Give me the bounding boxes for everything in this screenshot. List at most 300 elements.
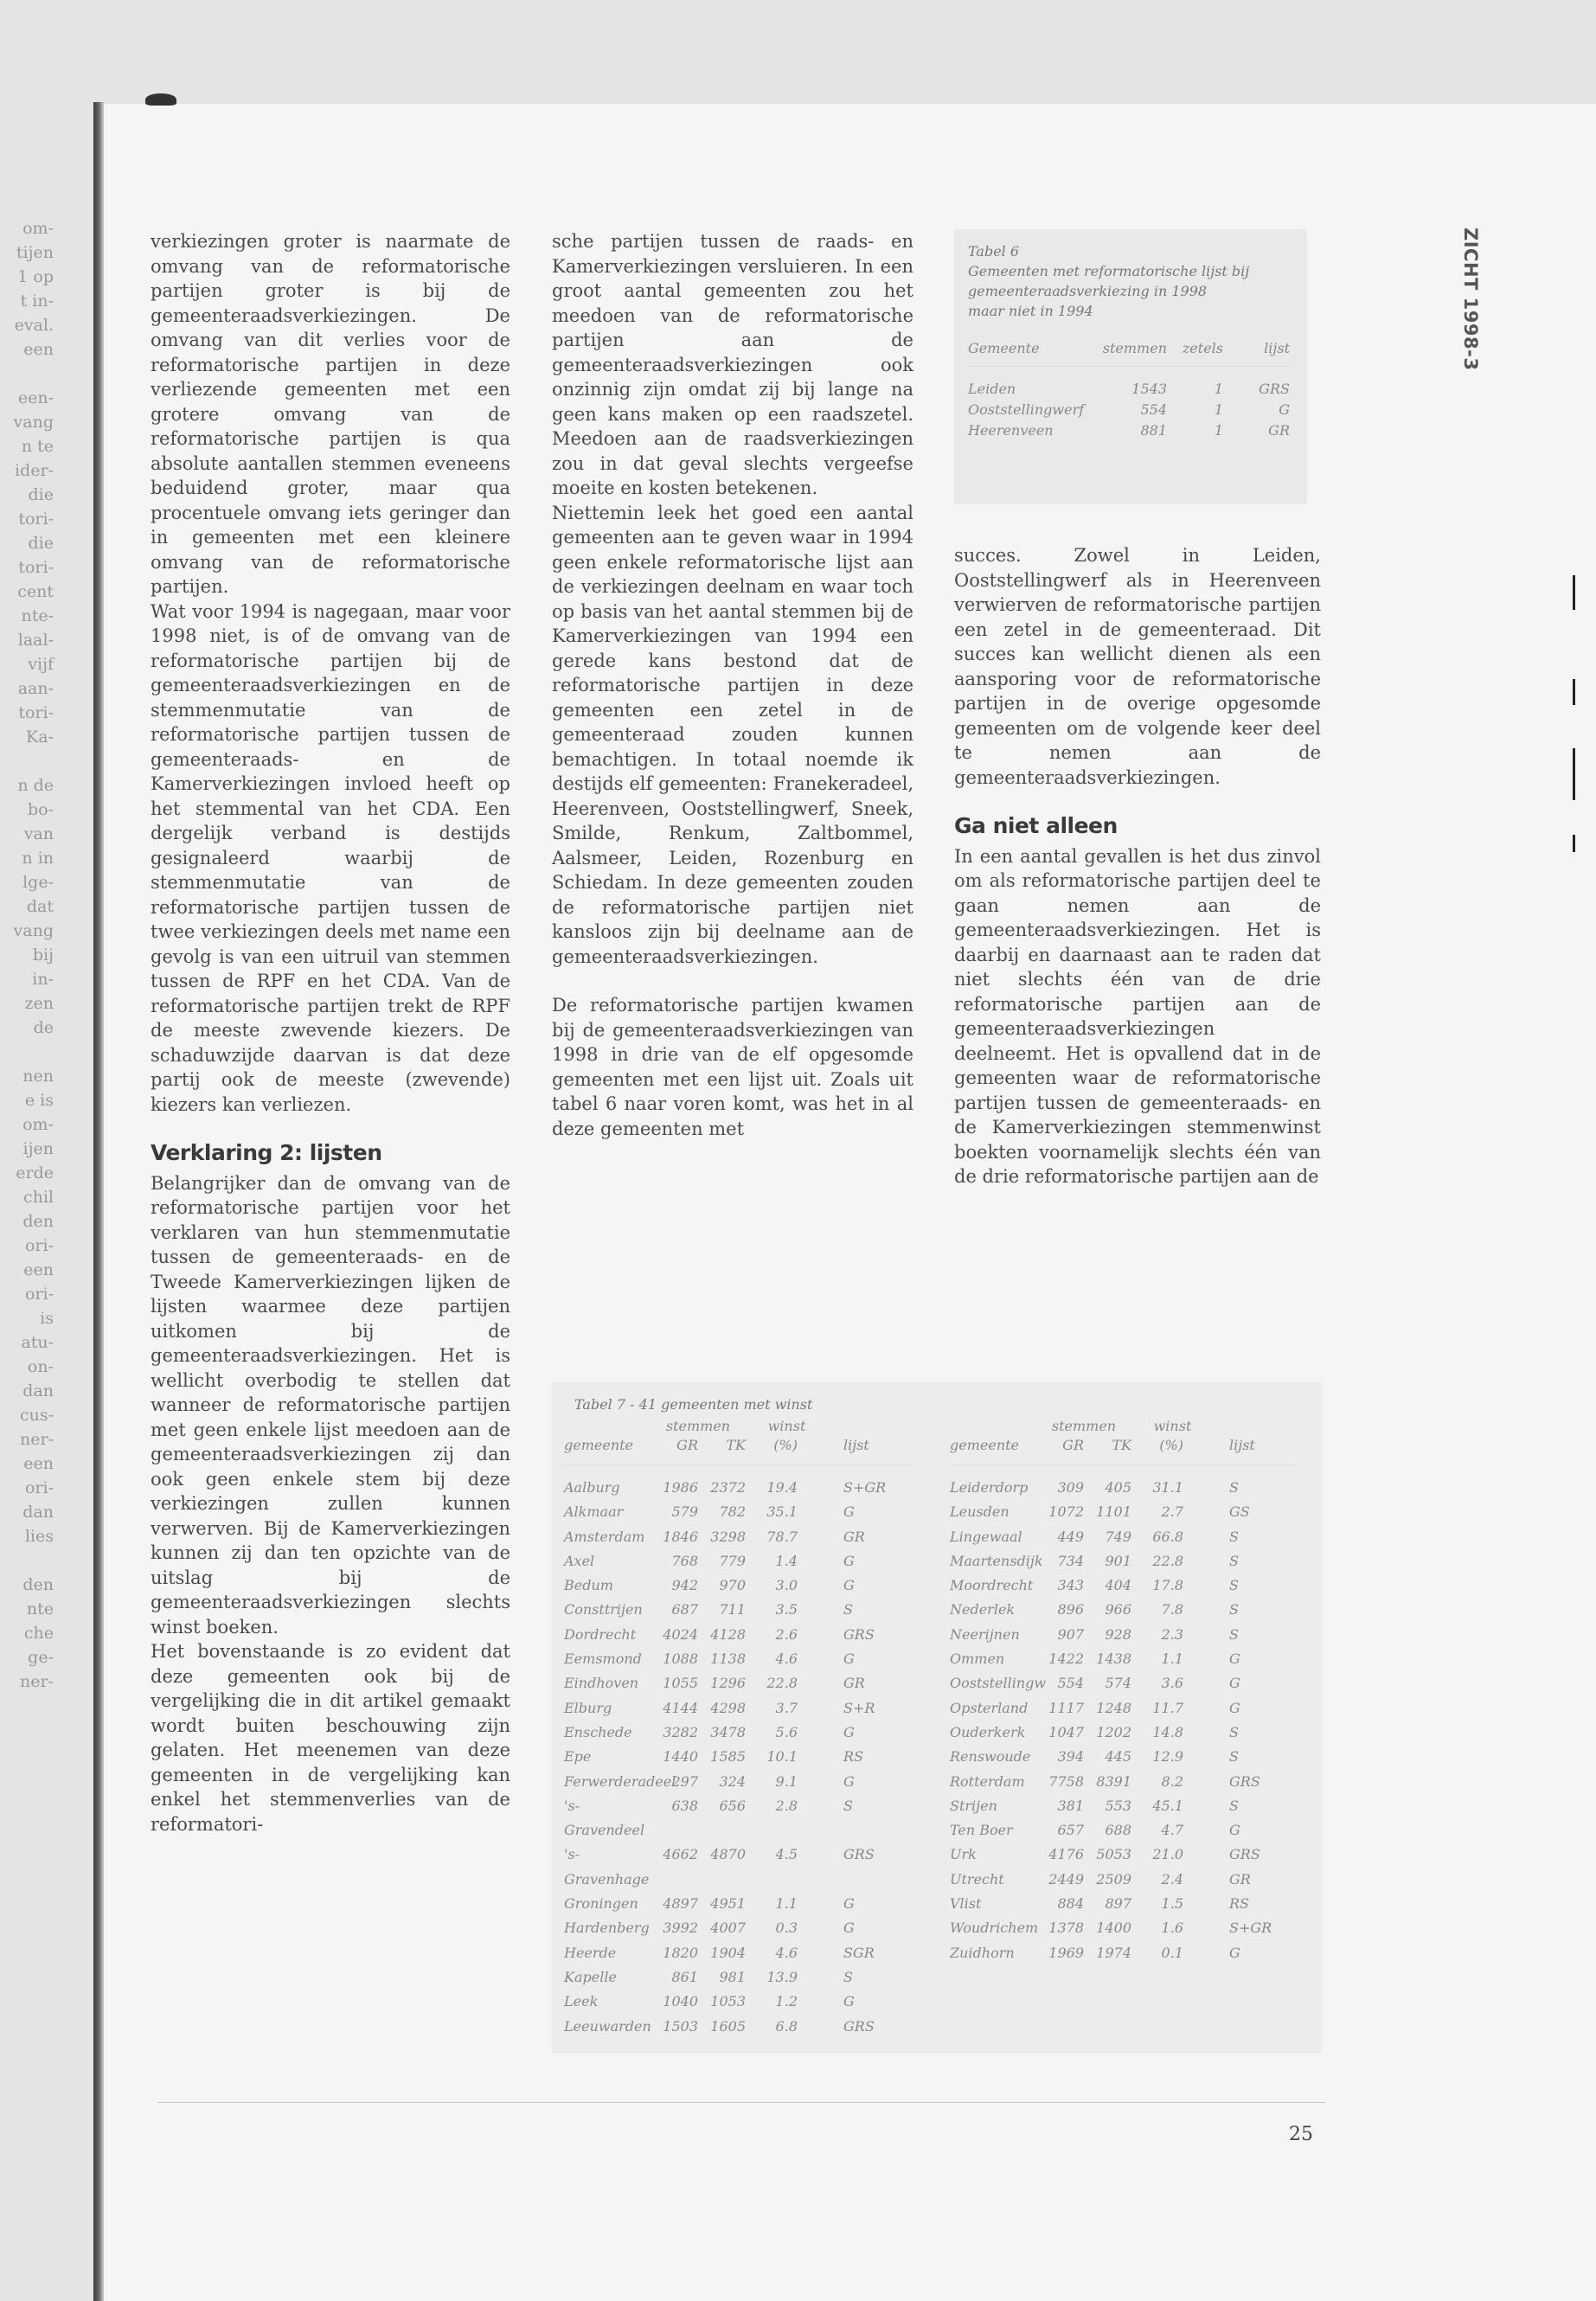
table-cell: Opsterland xyxy=(950,1699,1029,1716)
table-cell: G xyxy=(843,1920,855,1937)
book-spine xyxy=(93,102,104,2301)
margin-fragment: dan xyxy=(22,1381,54,1400)
table-cell: Nederlek xyxy=(950,1601,1016,1618)
table-cell: Lingewaal xyxy=(950,1528,1022,1545)
spacer xyxy=(798,1598,828,1622)
column-header: stemmen xyxy=(1102,340,1167,356)
table-cell: 1422 xyxy=(1048,1650,1084,1668)
table-row xyxy=(968,400,1293,420)
table-cell: 942 xyxy=(671,1577,698,1594)
column-group-row xyxy=(950,1418,1299,1435)
spacer xyxy=(1183,1721,1214,1745)
table-cell: 4.7 xyxy=(1161,1822,1183,1839)
table-row xyxy=(968,420,1293,441)
margin-fragment: e is xyxy=(24,1091,54,1110)
table-cell: Ouderkerk xyxy=(950,1723,1026,1740)
margin-fragment: nte- xyxy=(21,606,54,625)
margin-fragment: lge- xyxy=(22,873,54,892)
spacer xyxy=(798,1525,828,1549)
margin-fragment xyxy=(0,749,54,773)
margin-fragment xyxy=(0,1548,54,1573)
table-cell: 3478 xyxy=(710,1723,746,1740)
table-cell: G xyxy=(1229,1944,1240,1961)
table-cell: 4870 xyxy=(710,1846,746,1863)
table-cell: Vlist xyxy=(950,1895,982,1913)
table-cell: Ooststellingwerf xyxy=(968,401,1085,418)
margin-fragment: che xyxy=(23,1624,54,1643)
table-cell: Ferwerderadeel xyxy=(564,1772,676,1790)
spacer xyxy=(1183,1818,1214,1843)
table-row xyxy=(564,1525,913,1549)
table-cell: 11.7 xyxy=(1152,1699,1183,1716)
column-header: zetels xyxy=(1182,340,1223,356)
spacer xyxy=(1183,1574,1214,1598)
table-cell: 4024 xyxy=(663,1625,698,1643)
table-cell: 445 xyxy=(1105,1748,1131,1766)
table-row xyxy=(564,1892,913,1916)
table-row xyxy=(950,1500,1299,1524)
table-header-row xyxy=(968,338,1293,367)
table-cell: 7758 xyxy=(1048,1772,1084,1790)
table-cell: GRS xyxy=(843,1625,875,1643)
table-cell: 10.1 xyxy=(766,1748,798,1766)
spacer xyxy=(798,1941,828,1965)
table-cell: 4662 xyxy=(663,1846,698,1863)
table-cell: 8.2 xyxy=(1161,1772,1183,1790)
table-body xyxy=(564,1476,913,2039)
table-cell: 768 xyxy=(671,1552,698,1569)
spacer xyxy=(798,1500,828,1524)
margin-fragment: 1 op xyxy=(17,267,54,286)
table-cell: 1138 xyxy=(710,1650,746,1668)
table-row xyxy=(950,1598,1299,1622)
margin-fragment: lies xyxy=(24,1527,54,1546)
column-group-row xyxy=(564,1418,913,1435)
table-cell: G xyxy=(843,1895,855,1913)
table-cell: Amsterdam xyxy=(564,1528,645,1545)
spacer xyxy=(798,1990,828,2014)
table-cell: 688 xyxy=(1105,1822,1131,1839)
table-cell: 1438 xyxy=(1096,1650,1131,1668)
table-cell: 1053 xyxy=(710,1993,746,2010)
table-cell: 4128 xyxy=(710,1625,746,1643)
table-cell: 1543 xyxy=(1131,381,1167,397)
spacer xyxy=(798,1892,828,1916)
section-heading: Ga niet alleen xyxy=(954,813,1118,838)
table-cell: 's-Gravenhage xyxy=(564,1846,650,1888)
margin-fragment: de xyxy=(33,1018,54,1037)
table-cell: 981 xyxy=(719,1968,746,1985)
table-body xyxy=(950,1476,1299,1965)
table-row xyxy=(950,1549,1299,1574)
table-cell: G xyxy=(843,1993,855,2010)
table-cell: Leeuwarden xyxy=(564,2017,651,2035)
table-cell: GR xyxy=(843,1675,865,1692)
table-cell: 638 xyxy=(671,1797,698,1814)
table-cell: GRS xyxy=(843,2017,875,2035)
margin-fragment: die xyxy=(28,485,54,504)
margin-fragment: om- xyxy=(22,1115,54,1134)
table-cell: 4951 xyxy=(710,1895,746,1913)
table-cell: Consttrijen xyxy=(564,1601,643,1618)
margin-fragment: den xyxy=(22,1575,54,1594)
table-6 xyxy=(954,229,1307,504)
table-row xyxy=(564,1647,913,1671)
margin-fragment xyxy=(0,362,54,386)
table-row xyxy=(950,1916,1299,1940)
table-cell: S+GR xyxy=(1229,1920,1272,1937)
table-cell: 2449 xyxy=(1048,1870,1084,1888)
table-row xyxy=(564,1721,913,1745)
margin-fragment: tori- xyxy=(18,510,54,529)
paragraph: Wat voor 1994 is nagegaan, maar voor 1998 niet, is of de omvang van de reformatorische partijen bij de gemeenteraadsverkiezingen en de stemmenmutatie van de reformatorische partijen tussen de gemeenteraads- en de Kamerverkiezingen invloed heeft op het stemmental van het CDA. Een dergelijk verband is destijds gesignaleerd waarbij de stemmenmutatie van de reformatorische partijen tussen de twee verkiezingen deels met name een gevolg is van een uitruil van stemmen tussen de RPF en het CDA. Van de reformatorische partijen trekt de RPF de meeste zwevende kiezers. De schaduwzijde daarvan is dat deze partij ook de meeste (zwevende) kiezers kan verliezen. xyxy=(151,600,510,1115)
page-number: 25 xyxy=(1289,2124,1313,2145)
table-cell: 5053 xyxy=(1096,1846,1131,1863)
text-column-2 xyxy=(552,229,913,1141)
table-cell: 2.3 xyxy=(1161,1625,1183,1643)
spacer xyxy=(1183,1500,1214,1524)
table-cell: GRS xyxy=(843,1846,875,1863)
table-cell: Rotterdam xyxy=(950,1772,1025,1790)
table-cell: 897 xyxy=(1105,1895,1131,1913)
page-edge-marks xyxy=(1573,575,1576,852)
table-cell: 779 xyxy=(719,1552,746,1569)
column-header: GR xyxy=(676,1437,698,1453)
margin-fragment: ori- xyxy=(24,1478,54,1497)
table-cell: 1.1 xyxy=(1161,1650,1183,1668)
table-cell: 2.6 xyxy=(775,1625,798,1643)
table-cell: 0.3 xyxy=(775,1920,798,1937)
spacer xyxy=(1183,1476,1214,1500)
paragraph: De reformatorische partijen kwamen bij de gemeenteraadsverkiezingen van 1998 in drie van de elf opgesomde gemeenten met een lijst uit. Zoals uit tabel 6 naar voren komt, was het in al deze gemeenten met xyxy=(552,995,913,1139)
table-cell: 1503 xyxy=(663,2017,698,2035)
table-cell: 's-Gravendeel xyxy=(564,1797,645,1839)
table-row xyxy=(950,1770,1299,1794)
table-row xyxy=(564,1549,913,1574)
margin-fragment: Ka- xyxy=(26,727,54,747)
table-cell: 657 xyxy=(1057,1822,1084,1839)
table-cell: 907 xyxy=(1057,1625,1084,1643)
table-cell: 21.0 xyxy=(1152,1846,1183,1863)
table-cell: S xyxy=(1229,1748,1239,1766)
table-cell: 45.1 xyxy=(1152,1797,1183,1814)
spacer xyxy=(1183,1941,1214,1965)
table-row xyxy=(564,1916,913,1940)
table-cell: 896 xyxy=(1057,1601,1084,1618)
margin-fragment: n te xyxy=(21,437,54,456)
table-cell: 343 xyxy=(1057,1577,1084,1594)
margin-fragment: van xyxy=(23,824,54,843)
table-cell: G xyxy=(843,1577,855,1594)
table-row xyxy=(950,1941,1299,1965)
table-cell: Utrecht xyxy=(950,1870,1004,1888)
margin-fragment: nte xyxy=(26,1599,54,1618)
margin-fragment: n de xyxy=(17,776,54,795)
table-row xyxy=(950,1892,1299,1916)
table-row xyxy=(564,1843,913,1892)
table-cell: 3282 xyxy=(663,1723,698,1740)
margin-fragment: vang xyxy=(13,921,54,940)
table-cell: 1.6 xyxy=(1161,1920,1183,1937)
table-cell: 1088 xyxy=(663,1650,698,1668)
table-cell: 35.1 xyxy=(766,1503,798,1521)
margin-fragment: ijen xyxy=(22,1139,54,1158)
table-cell: 554 xyxy=(1140,401,1167,418)
table-cell: Dordrecht xyxy=(564,1625,637,1643)
table-cell: 4.6 xyxy=(775,1650,798,1668)
table-cell: 66.8 xyxy=(1152,1528,1183,1545)
table-cell: Eemsmond xyxy=(564,1650,642,1668)
table-cell: 4.6 xyxy=(775,1944,798,1961)
table-cell: 1.4 xyxy=(775,1552,798,1569)
table-cell: Axel xyxy=(564,1552,595,1569)
table-cell: 1440 xyxy=(663,1748,698,1766)
table-cell: 22.8 xyxy=(1152,1552,1183,1569)
spacer xyxy=(1183,1696,1214,1721)
table-cell: 1047 xyxy=(1048,1723,1084,1740)
table-header-row xyxy=(564,1435,913,1465)
table-cell: GRS xyxy=(1259,381,1290,397)
table-cell: Bedum xyxy=(564,1577,613,1594)
column-header: gemeente xyxy=(950,1437,1020,1453)
table-cell: Epe xyxy=(564,1748,592,1766)
table-cell: 1.2 xyxy=(775,1993,798,2010)
column-header: TK xyxy=(1112,1437,1131,1453)
margin-fragment: atu- xyxy=(21,1333,54,1352)
table-cell: Leiden xyxy=(968,381,1016,397)
table-row xyxy=(950,1574,1299,1598)
margin-fragment: bo- xyxy=(27,800,54,819)
margin-fragment: aan- xyxy=(17,679,54,698)
spacer xyxy=(1183,1671,1214,1695)
table-cell: Zuidhorn xyxy=(950,1944,1015,1961)
table-cell: 1 xyxy=(1214,422,1223,439)
table-cell: 782 xyxy=(719,1503,746,1521)
table-cell: 1296 xyxy=(710,1675,746,1692)
table-cell: 0.1 xyxy=(1161,1944,1183,1961)
table-cell: 449 xyxy=(1057,1528,1084,1545)
margin-fragment: vang xyxy=(13,413,54,432)
table-cell: 7.8 xyxy=(1161,1601,1183,1618)
text-column-1 xyxy=(151,229,510,1836)
table-row xyxy=(950,1868,1299,1892)
margin-fragment: ner- xyxy=(20,1672,54,1691)
table-row xyxy=(950,1721,1299,1745)
table-cell: 928 xyxy=(1105,1625,1131,1643)
table-cell: 3.5 xyxy=(775,1601,798,1618)
margin-fragment: een- xyxy=(17,388,54,407)
paragraph: sche partijen tussen de raads- en Kamerverkiezingen versluieren. In een groot aantal gemeenten zou het meedoen van de reformatorische partijen aan de gemeenteraadsverkiezingen ook onzinnig zijn omdat zij bij lange na geen kans maken op een raadszetel. Meedoen aan de raadsverkiezingen zou in dat geval slechts vergeefse moeite en kosten betekenen. xyxy=(552,231,913,498)
paragraph: verkiezingen groter is naarmate de omvang van de reformatorische partijen groter is bij de gemeenteraadsverkiezingen. De omvang van dit verlies voor de reformatorische partijen in deze verliezende gemeenten met een grotere omvang van de reformatorische partijen is qua absolute aantallen stemmen eveneens beduidend groter, maar qua procentuele omvang iets geringer dan in gemeenten met een kleinere omvang van de reformatorische partijen. xyxy=(151,231,510,597)
paragraph: Niettemin leek het goed een aantal gemeenten aan te geven waar in 1994 geen enkele reformatorische lijst aan de verkiezingen deelnam en waar toch op basis van het aantal stemmen bij de Kamerverkiezingen van 1994 een gerede kans bestond dat de reformatorische partijen in deze gemeenten een zetel in de gemeenteraad zouden kunnen bemachtigen. In totaal noemde ik destijds elf gemeenten: Franekeradeel, Heerenveen, Ooststellingwerf, Sneek, Smilde, Renkum, Zaltbommel, Aalsmeer, Leiden, Rozenburg en Schiedam. In deze gemeenten zouden de reformatorische partijen niet kansloos zijn bij deelname aan de gemeenteraadsverkiezingen. xyxy=(552,502,913,967)
margin-fragment: ori- xyxy=(24,1236,54,1255)
paragraph: succes. Zowel in Leiden, Ooststellingwerf als in Heerenveen verwierven de reformatorische partijen een zetel in de gemeenteraad. Dit succes kan wellicht dienen als een aansporing voor de reformatorische partijen in de overige opgesomde gemeenten om de volgende keer deel te nemen aan de gemeenteraadsverkiezingen. xyxy=(954,545,1321,788)
spacer xyxy=(1183,1916,1214,1940)
table-cell: 3.0 xyxy=(775,1577,798,1594)
margin-fragment: bij xyxy=(32,945,54,965)
table-cell: S xyxy=(1229,1601,1239,1618)
table-cell: 553 xyxy=(1105,1797,1131,1814)
column-header: lijst xyxy=(1264,340,1290,356)
table-cell: 2.7 xyxy=(1161,1503,1183,1521)
margin-fragment: een xyxy=(23,1454,54,1473)
table-cell: 1101 xyxy=(1096,1503,1131,1521)
table-cell: GRS xyxy=(1229,1846,1260,1863)
table-cell: 579 xyxy=(671,1503,698,1521)
table-cell: G xyxy=(843,1503,855,1521)
table-cell: 381 xyxy=(1057,1797,1084,1814)
spacer xyxy=(798,1770,828,1794)
spacer xyxy=(798,1549,828,1574)
paragraph: Belangrijker dan de omvang van de reformatorische partijen voor het verklaren van hun stemmenmutatie tussen de gemeenteraads- en de Tweede Kamerverkiezingen lijken de lijsten waarmee deze partijen uitkomen bij de gemeenteraadsverkiezingen. Het is wellicht overbodig te stellen dat wanneer de reformatorische partijen met geen enkele lijst meedoen aan de gemeenteraadsverkiezingen zij dan ook geen enkele stem bij deze verkiezingen zullen kunnen verwerven. Bij de Kamerverkiezingen kunnen zij dan ten opzichte van de uitslag bij de gemeenteraadsverkiezingen slechts winst boeken. xyxy=(151,1172,510,1638)
spine-mark xyxy=(145,93,176,106)
margin-fragment: een xyxy=(23,1260,54,1279)
table-row xyxy=(564,1794,913,1843)
table-cell: 3298 xyxy=(710,1528,746,1545)
spacer xyxy=(798,1696,828,1721)
table-cell: S+GR xyxy=(843,1479,887,1496)
table-cell: Kapelle xyxy=(564,1968,617,1985)
margin-fragment: chil xyxy=(22,1188,54,1207)
table-cell: 12.9 xyxy=(1152,1748,1183,1766)
group-label-stemmen: stemmen xyxy=(1051,1418,1117,1434)
table-cell: Enschede xyxy=(564,1723,632,1740)
spacer xyxy=(1183,1892,1214,1916)
table-cell: Leek xyxy=(564,1993,599,2010)
table-cell: Renswoude xyxy=(950,1748,1031,1766)
table-row xyxy=(564,1476,913,1500)
table-cell: 2509 xyxy=(1096,1870,1131,1888)
margin-fragment: tijen xyxy=(16,243,54,262)
table-row xyxy=(564,1574,913,1598)
table-7-left-half xyxy=(564,1418,913,2039)
group-label-winst: winst xyxy=(1153,1418,1192,1434)
table-row xyxy=(950,1671,1299,1695)
table-row xyxy=(564,1696,913,1721)
table-row xyxy=(564,1745,913,1769)
table-header-row xyxy=(950,1435,1299,1465)
table-cell: 8391 xyxy=(1096,1772,1131,1790)
table-cell: S xyxy=(1229,1797,1239,1814)
spacer xyxy=(798,1671,828,1695)
margin-fragment: tori- xyxy=(18,703,54,722)
table-row xyxy=(564,1623,913,1647)
table-cell: S xyxy=(1229,1479,1239,1496)
table-row xyxy=(564,1965,913,1990)
table-cell: G xyxy=(1229,1650,1240,1668)
table-cell: 31.1 xyxy=(1152,1479,1183,1496)
table-cell: 17.8 xyxy=(1152,1577,1183,1594)
table-row xyxy=(564,2015,913,2039)
table-row xyxy=(950,1623,1299,1647)
table-cell: GRS xyxy=(1229,1772,1260,1790)
table-cell: GR xyxy=(1229,1870,1251,1888)
table-caption: Gemeenten met reformatorische lijst bij xyxy=(968,263,1250,279)
table-cell: 1117 xyxy=(1048,1699,1084,1716)
table-cell: Moordrecht xyxy=(950,1577,1034,1594)
table-cell: 405 xyxy=(1105,1479,1131,1496)
table-cell: 656 xyxy=(719,1797,746,1814)
table-cell: 324 xyxy=(719,1772,746,1790)
margin-fragment: cent xyxy=(17,582,54,601)
table-cell: 309 xyxy=(1057,1479,1084,1496)
table-cell: S xyxy=(1229,1577,1239,1594)
table-cell: Maartensdijk xyxy=(950,1552,1043,1569)
table-row xyxy=(564,1500,913,1524)
table-cell: S xyxy=(843,1797,853,1814)
table-cell: 9.1 xyxy=(775,1772,798,1790)
table-cell: 1 xyxy=(1214,401,1223,418)
table-row xyxy=(950,1476,1299,1500)
table-cell: S xyxy=(1229,1528,1239,1545)
spacer xyxy=(1183,1868,1214,1892)
table-cell: G xyxy=(843,1650,855,1668)
spacer xyxy=(798,1916,828,1940)
margin-fragment: een xyxy=(23,340,54,359)
table-cell: 14.8 xyxy=(1152,1723,1183,1740)
spacer xyxy=(1183,1623,1214,1647)
table-cell: 3992 xyxy=(663,1920,698,1937)
spacer xyxy=(1183,1525,1214,1549)
table-cell: S xyxy=(1229,1723,1239,1740)
table-row xyxy=(564,1770,913,1794)
table-cell: Leiderdorp xyxy=(950,1479,1029,1496)
spacer xyxy=(798,2015,828,2039)
margin-fragment: in- xyxy=(32,970,54,989)
table-cell: 901 xyxy=(1105,1552,1131,1569)
table-cell: Ommen xyxy=(950,1650,1005,1668)
spacer xyxy=(1183,1745,1214,1769)
table-cell: 1605 xyxy=(710,2017,746,2035)
margin-fragment: n in xyxy=(22,849,54,868)
table-cell: 3.6 xyxy=(1161,1675,1183,1692)
table-row xyxy=(950,1647,1299,1671)
table-body xyxy=(968,379,1293,441)
spacer xyxy=(1183,1794,1214,1818)
table-cell: 78.7 xyxy=(766,1528,798,1545)
table-cell: 970 xyxy=(719,1577,746,1594)
column-header: gemeente xyxy=(564,1437,634,1453)
margin-fragment: erde xyxy=(16,1163,54,1183)
margin-fragment: vijf xyxy=(28,655,54,674)
table-cell: 13.9 xyxy=(766,1968,798,1985)
margin-fragment: ge- xyxy=(28,1648,54,1667)
table-cell: 1.1 xyxy=(775,1895,798,1913)
table-cell: 1055 xyxy=(663,1675,698,1692)
table-cell: 19.4 xyxy=(766,1479,798,1496)
table-cell: Strijen xyxy=(950,1797,997,1814)
paragraph: Het bovenstaande is zo evident dat deze gemeenten ook bij de vergelijking die in dit artikel gemaakt wordt buiten beschouwing zijn gelaten. Het meenemen van deze gemeenten in de vergelijking kan enkel het stemmenverlies van de reformatori- xyxy=(151,1641,510,1835)
table-7-right-half xyxy=(950,1418,1299,2039)
margin-fragment: ori- xyxy=(24,1285,54,1304)
table-cell: G xyxy=(1229,1822,1240,1839)
table-cell: 1974 xyxy=(1096,1944,1131,1961)
margin-fragment: cus- xyxy=(19,1406,54,1425)
table-cell: S xyxy=(1229,1552,1239,1569)
footer-rule xyxy=(157,2102,1325,2103)
margin-fragment: on- xyxy=(27,1357,54,1376)
table-cell: 1 xyxy=(1214,381,1223,397)
table-cell: S xyxy=(1229,1625,1239,1643)
table-cell: 3.7 xyxy=(775,1699,798,1716)
margin-fragment: nen xyxy=(22,1067,54,1086)
column-header: TK xyxy=(726,1437,746,1453)
margin-fragment: dat xyxy=(26,897,54,916)
column-header: lijst xyxy=(1229,1437,1255,1453)
table-cell: 1904 xyxy=(710,1944,746,1961)
table-cell: G xyxy=(1229,1675,1240,1692)
table-caption: gemeenteraadsverkiezing in 1998 xyxy=(968,283,1208,299)
